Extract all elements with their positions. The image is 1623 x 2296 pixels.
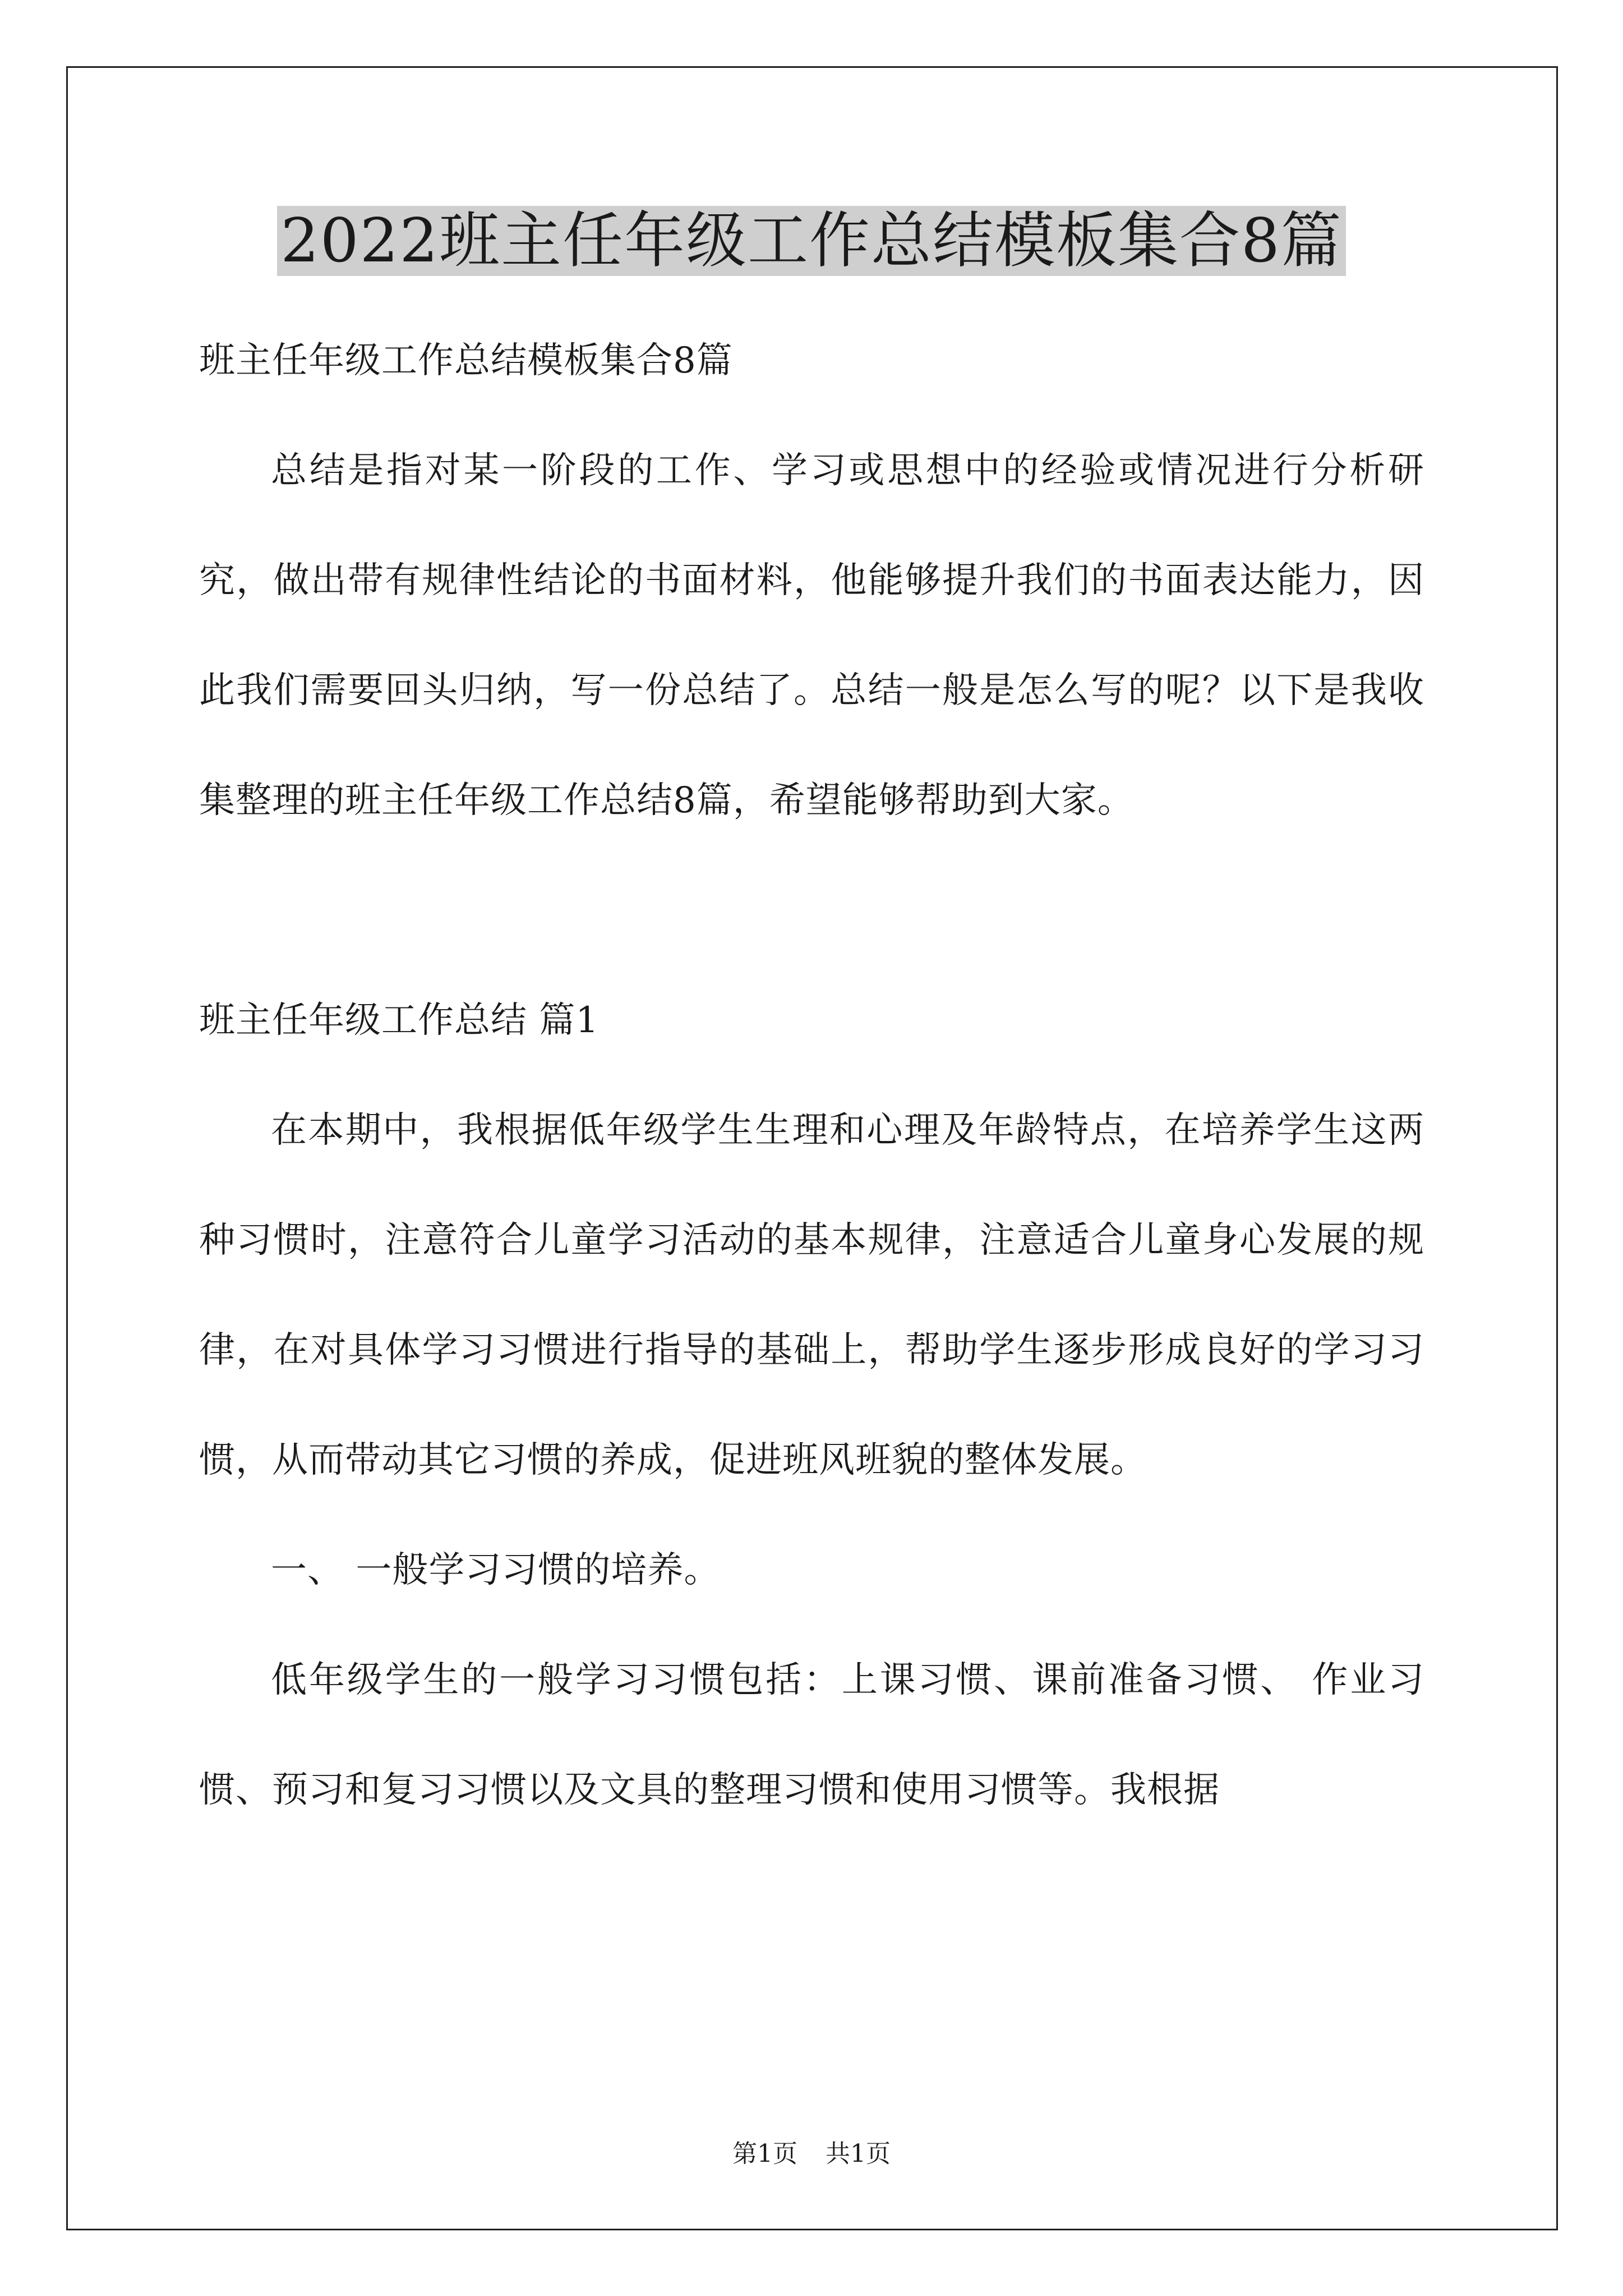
intro-paragraph: 总结是指对某一阶段的工作、学习或思想中的经验或情况进行分析研究，做出带有规律性结论的书面材料，他能够提升我们的书面表达能力，因此我们需要回头归纳，写一份总结了。总结一般是怎么写的呢？以下是我收集整理的班主任年级工作总结8篇，希望能够帮助到大家。 xyxy=(199,450,1424,821)
document-title-text: 2022班主任年级工作总结模板集合8篇 xyxy=(277,206,1346,276)
section-list-item: 一、 一般学习习惯的培养。 xyxy=(271,1549,721,1591)
document-body xyxy=(199,306,1424,1845)
blank-line xyxy=(199,855,1424,965)
section-paragraph: 在本期中，我根据低年级学生生理和心理及年龄特点，在培养学生这两种习惯时，注意符合儿童学习活动的基本规律，注意适合儿童身心发展的规律，在对具体学习习惯进行指导的基础上，帮助学生逐步形成良好的学习习惯，从而带动其它习惯的养成，促进班风班貌的整体发展。 xyxy=(199,1110,1424,1481)
section-heading: 班主任年级工作总结 篇1 xyxy=(199,1000,600,1041)
document-title xyxy=(0,199,1623,283)
document-subtitle: 班主任年级工作总结模板集合8篇 xyxy=(199,340,733,381)
page-number: 第1页 xyxy=(732,2139,797,2168)
page-total: 共1页 xyxy=(826,2139,891,2168)
page-footer xyxy=(0,2137,1623,2171)
section-paragraph-continued: 低年级学生的一般学习习惯包括：上课习惯、课前准备习惯、 作业习惯、预习和复习习惯以及文具的整理习惯和使用习惯等。我根据 xyxy=(199,1659,1424,1811)
